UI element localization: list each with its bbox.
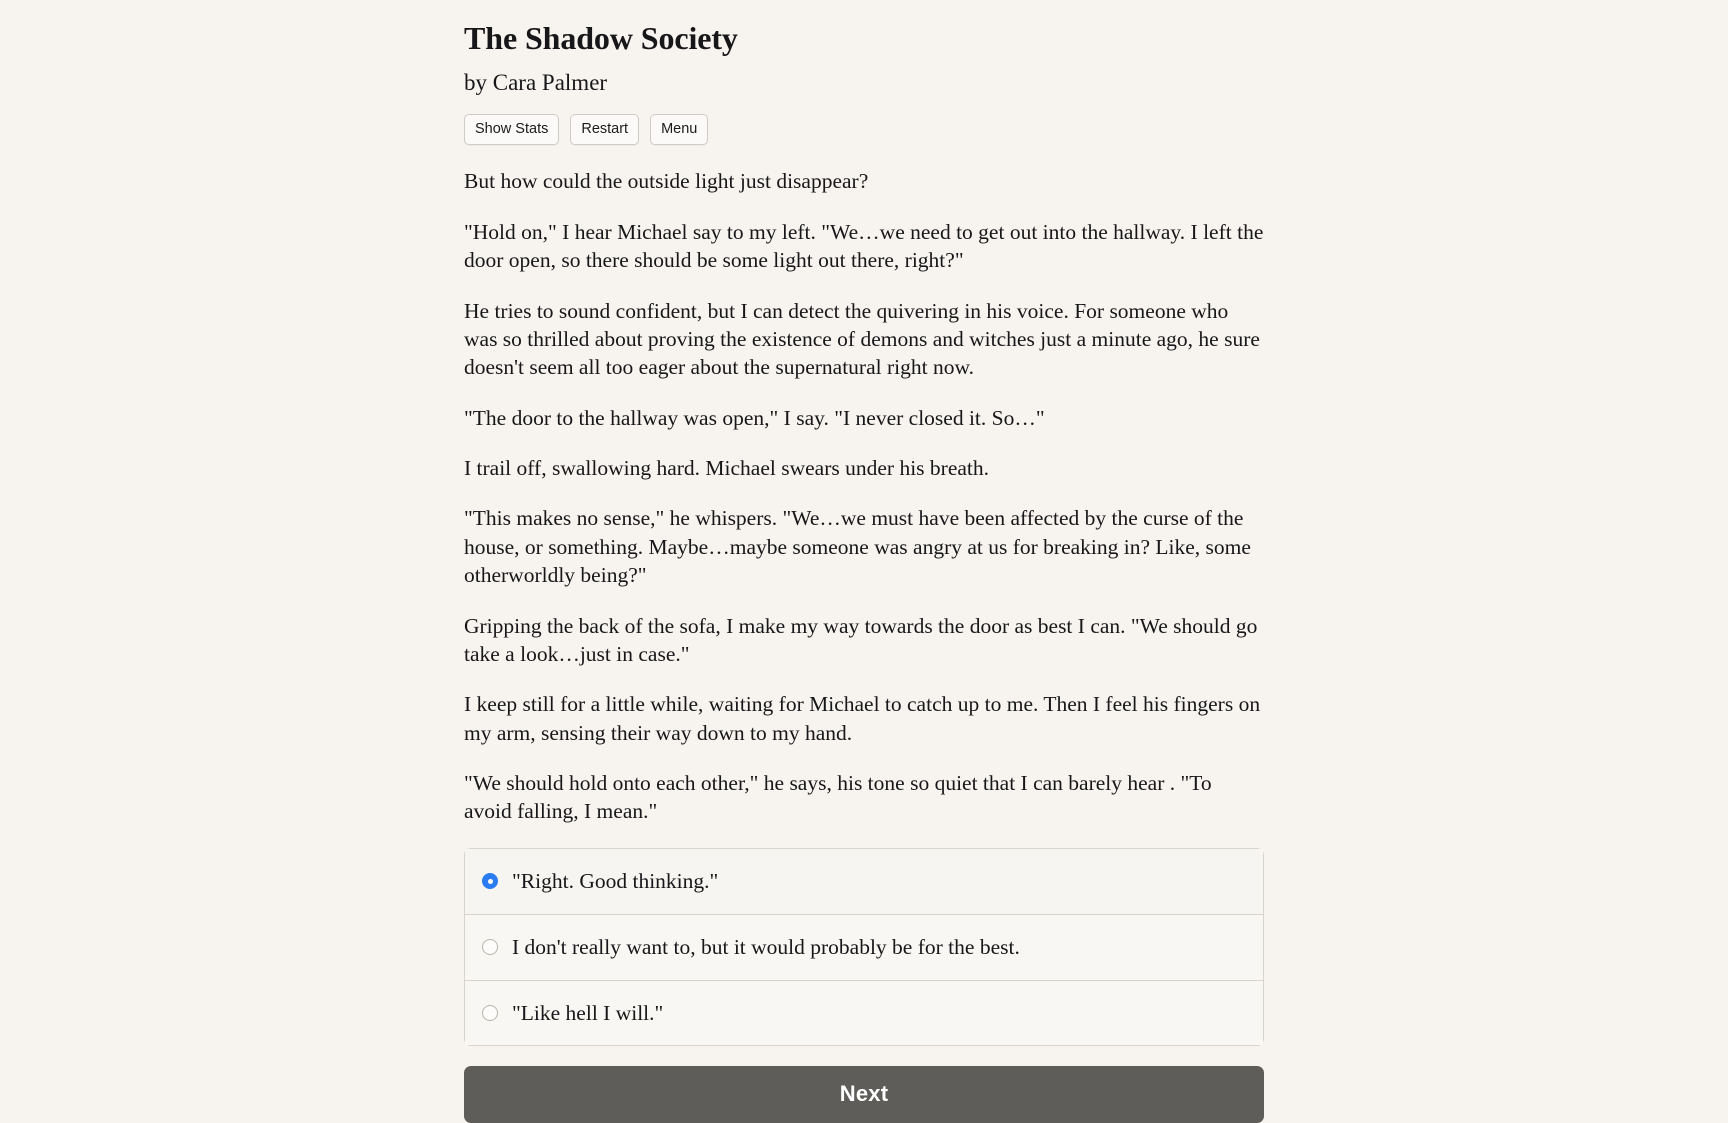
story-paragraph: "We should hold onto each other," he says, his tone so quiet that I can barely hear . "To avoid falling, I mean." [464,771,1212,824]
story-paragraph: But how could the outside light just disappear? [464,169,869,194]
choice-list[interactable] [464,848,1264,1047]
story-paragraph: I trail off, swallowing hard. Michael swears under his breath. [464,456,990,481]
story-paragraph: Gripping the back of the sofa, I make my way towards the door as best I can. "We should go take a look…just in case." [464,613,1258,666]
story-paragraph: "This makes no sense," he whispers. "We…we must have been affected by the curse of the house, or something. Maybe…maybe someone was angry at us for breaking in? Like, some otherworldly being?" [464,506,1251,588]
story-text [464,167,1264,825]
radio-button-icon[interactable] [482,939,498,955]
show-stats-button[interactable]: Show Stats [464,114,559,146]
story-paragraph: I keep still for a little while, waiting for Michael to catch up to me. Then I feel his fingers on my arm, sensing their way down to my hand. [464,692,1261,745]
restart-button[interactable]: Restart [570,114,639,146]
story-column [464,0,1264,1123]
toolbar [464,114,1264,146]
choice-option[interactable] [465,849,1263,915]
menu-button[interactable]: Menu [650,114,708,146]
story-paragraph: "Hold on," I hear Michael say to my left. "We…we need to get out into the hallway. I left the door open, so there should be some light out there, right?" [464,219,1264,273]
choice-option-label: "Like hell I will." [512,1000,664,1025]
story-paragraph: He tries to sound confident, but I can detect the quivering in his voice. For someone who was so thrilled about proving the existence of demons and witches just a minute ago, he sure doesn't seem all too eager about the supernatural right now. [464,298,1260,380]
choice-option[interactable] [465,915,1263,981]
choice-option-label: "Right. Good thinking." [512,868,719,893]
choice-option[interactable] [465,981,1263,1046]
choice-option-label: I don't really want to, but it would probably be for the best. [512,934,1020,959]
radio-button-icon[interactable] [482,873,498,889]
radio-button-icon[interactable] [482,1005,498,1021]
page-title: The Shadow Society [464,20,738,56]
author-byline: by Cara Palmer [464,70,608,95]
next-button[interactable]: Next [464,1066,1264,1123]
story-paragraph: "The door to the hallway was open," I say. "I never closed it. So…" [464,405,1045,430]
